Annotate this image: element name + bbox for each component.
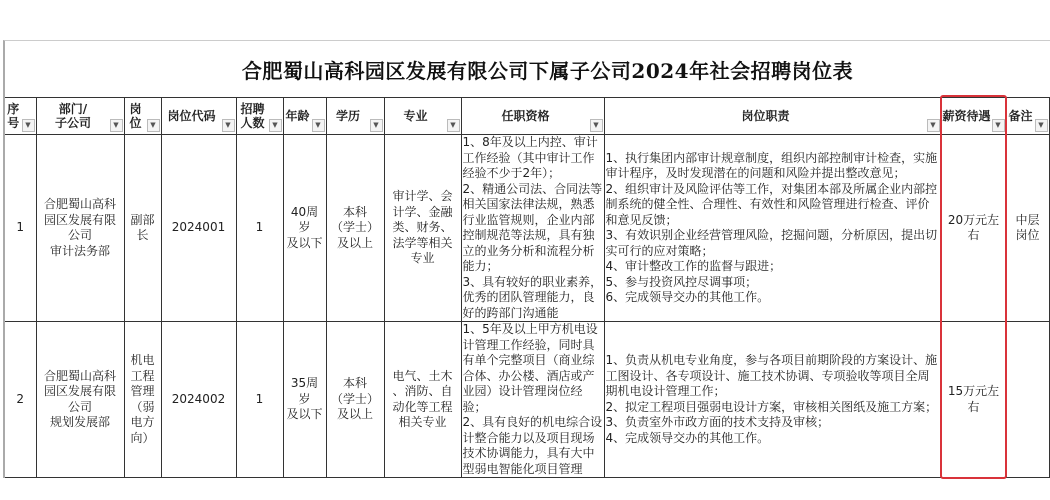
filter-dropdown-icon[interactable]: ▼ <box>992 119 1005 132</box>
table-row <box>4 135 1049 322</box>
header-row <box>4 98 1049 135</box>
job-table <box>3 97 1050 478</box>
spreadsheet <box>3 40 1050 478</box>
cell-duties[interactable]: 1、执行集团内部审计规章制度，组织内部控制审计检查，实施审计程序，及时发现潜在的问题和风险并提出整改意见； 2、组织审计及风险评估等工作，对集团本部及所属企业内部控制系统的健全性、合理性、有效性和风险管理进行检查、评价和意见反馈； 3、有效识别企业经营管理风险，挖掘问题，分析原因，提出切实可行的应对策略； 4、审计整改工作的监督与跟进； 5、参与投资风控尽调事项； 6、完成领导交办的其他工作。 <box>604 135 941 322</box>
header-label: 年龄 <box>285 109 310 123</box>
title-row <box>3 40 1050 97</box>
cell-qualifications[interactable]: 1、5年及以上甲方机电设计管理工作经验，同时具有单个完整项目（商业综合体、办公楼、酒店或产业园）设计管理岗位经验； 2、具有良好的机电综合设计整合能力以及项目现场技术协调能力，具有大中型弱电智能化项目管理 <box>462 322 603 476</box>
filter-dropdown-icon[interactable]: ▼ <box>1035 119 1048 132</box>
cell-dept[interactable]: 合肥蜀山高科 园区发展有限 公司 审计法务部 <box>36 135 124 322</box>
table-row <box>4 322 1049 478</box>
header-age[interactable] <box>283 98 326 135</box>
header-label: 序号 <box>7 102 20 130</box>
filter-dropdown-icon[interactable]: ▼ <box>370 119 383 132</box>
header-label: 备注 <box>1008 109 1033 123</box>
header-position[interactable] <box>124 98 161 135</box>
filter-dropdown-icon[interactable]: ▼ <box>222 119 235 132</box>
cell-no[interactable]: 2 <box>4 322 36 478</box>
filter-dropdown-icon[interactable]: ▼ <box>22 119 35 132</box>
cell-qualifications[interactable]: 1、8年及以上内控、审计工作经验（其中审计工作经验不少于2年）； 2、精通公司法、合同法等相关国家法律法规，熟悉行业监管规则，企业内部控制规范等法规，具有独立的业务分析和流程分析能力； 3、具有较好的职业素养，优秀的团队管理能力，良好的跨部门沟通能 <box>462 135 603 320</box>
filter-dropdown-icon[interactable]: ▼ <box>590 119 603 132</box>
header-no[interactable] <box>4 98 36 135</box>
header-label: 招聘 人数 <box>240 102 265 130</box>
header-qualifications[interactable] <box>461 98 604 135</box>
header-remark[interactable] <box>1006 98 1049 135</box>
header-major[interactable] <box>384 98 461 135</box>
header-label: 专业 <box>403 109 428 123</box>
cell-salary[interactable]: 15万元左 右 <box>941 322 1006 478</box>
cell-position[interactable]: 机电 工程 管理 （弱 电方 向） <box>124 322 161 478</box>
header-dept[interactable] <box>36 98 124 135</box>
cell-remark[interactable]: 中层 岗位 <box>1006 135 1049 322</box>
header-label: 岗位代码 <box>167 109 216 123</box>
cell-education[interactable]: 本科 （学士） 及以上 <box>326 322 384 478</box>
cell-code[interactable]: 2024001 <box>161 135 236 322</box>
header-salary[interactable] <box>941 98 1006 135</box>
cell-salary[interactable]: 20万元左 右 <box>941 135 1006 322</box>
cell-major[interactable]: 审计学、会 计学、金融 类、财务、 法学等相关 专业 <box>384 135 461 322</box>
header-label: 任职资格 <box>501 109 550 123</box>
header-label: 岗位 <box>129 102 142 130</box>
cell-duties[interactable]: 1、负责从机电专业角度，参与各项目前期阶段的方案设计、施工图设计、各专项设计、施工技术协调、专项验收等项目全周期机电设计管理工作； 2、拟定工程项目强弱电设计方案，审核相关图纸及施工方案； 3、负责室外市政方面的技术支持及审核； 4、完成领导交办的其他工作。 <box>604 322 941 478</box>
cell-age[interactable]: 40周岁 及以下 <box>283 135 326 322</box>
cell-major[interactable]: 电气、土木 、消防、自 动化等工程 相关专业 <box>384 322 461 478</box>
header-label: 薪资待遇 <box>942 109 991 123</box>
header-label: 部门/ 子公司 <box>54 102 91 130</box>
header-code[interactable] <box>161 98 236 135</box>
header-count[interactable] <box>236 98 283 135</box>
cell-code[interactable]: 2024002 <box>161 322 236 478</box>
cell-age[interactable]: 35周岁 及以下 <box>283 322 326 478</box>
header-education[interactable] <box>326 98 384 135</box>
cell-dept[interactable]: 合肥蜀山高科 园区发展有限 公司 规划发展部 <box>36 322 124 478</box>
filter-dropdown-icon[interactable]: ▼ <box>147 119 160 132</box>
header-label: 学历 <box>335 109 360 123</box>
cell-position[interactable]: 副部 长 <box>124 135 161 322</box>
cell-remark[interactable] <box>1006 322 1049 478</box>
page-title: 合肥蜀山高科园区发展有限公司下属子公司2024年社会招聘岗位表 <box>241 58 854 83</box>
cell-no[interactable]: 1 <box>4 135 36 322</box>
cell-count[interactable]: 1 <box>236 135 283 322</box>
filter-dropdown-icon[interactable]: ▼ <box>927 119 940 132</box>
header-label: 岗位职责 <box>741 109 790 123</box>
filter-dropdown-icon[interactable]: ▼ <box>269 119 282 132</box>
filter-dropdown-icon[interactable]: ▼ <box>110 119 123 132</box>
cell-education[interactable]: 本科 （学士） 及以上 <box>326 135 384 322</box>
filter-dropdown-icon[interactable]: ▼ <box>312 119 325 132</box>
header-duties[interactable] <box>604 98 941 135</box>
cell-count[interactable]: 1 <box>236 322 283 478</box>
filter-dropdown-icon[interactable]: ▼ <box>447 119 460 132</box>
